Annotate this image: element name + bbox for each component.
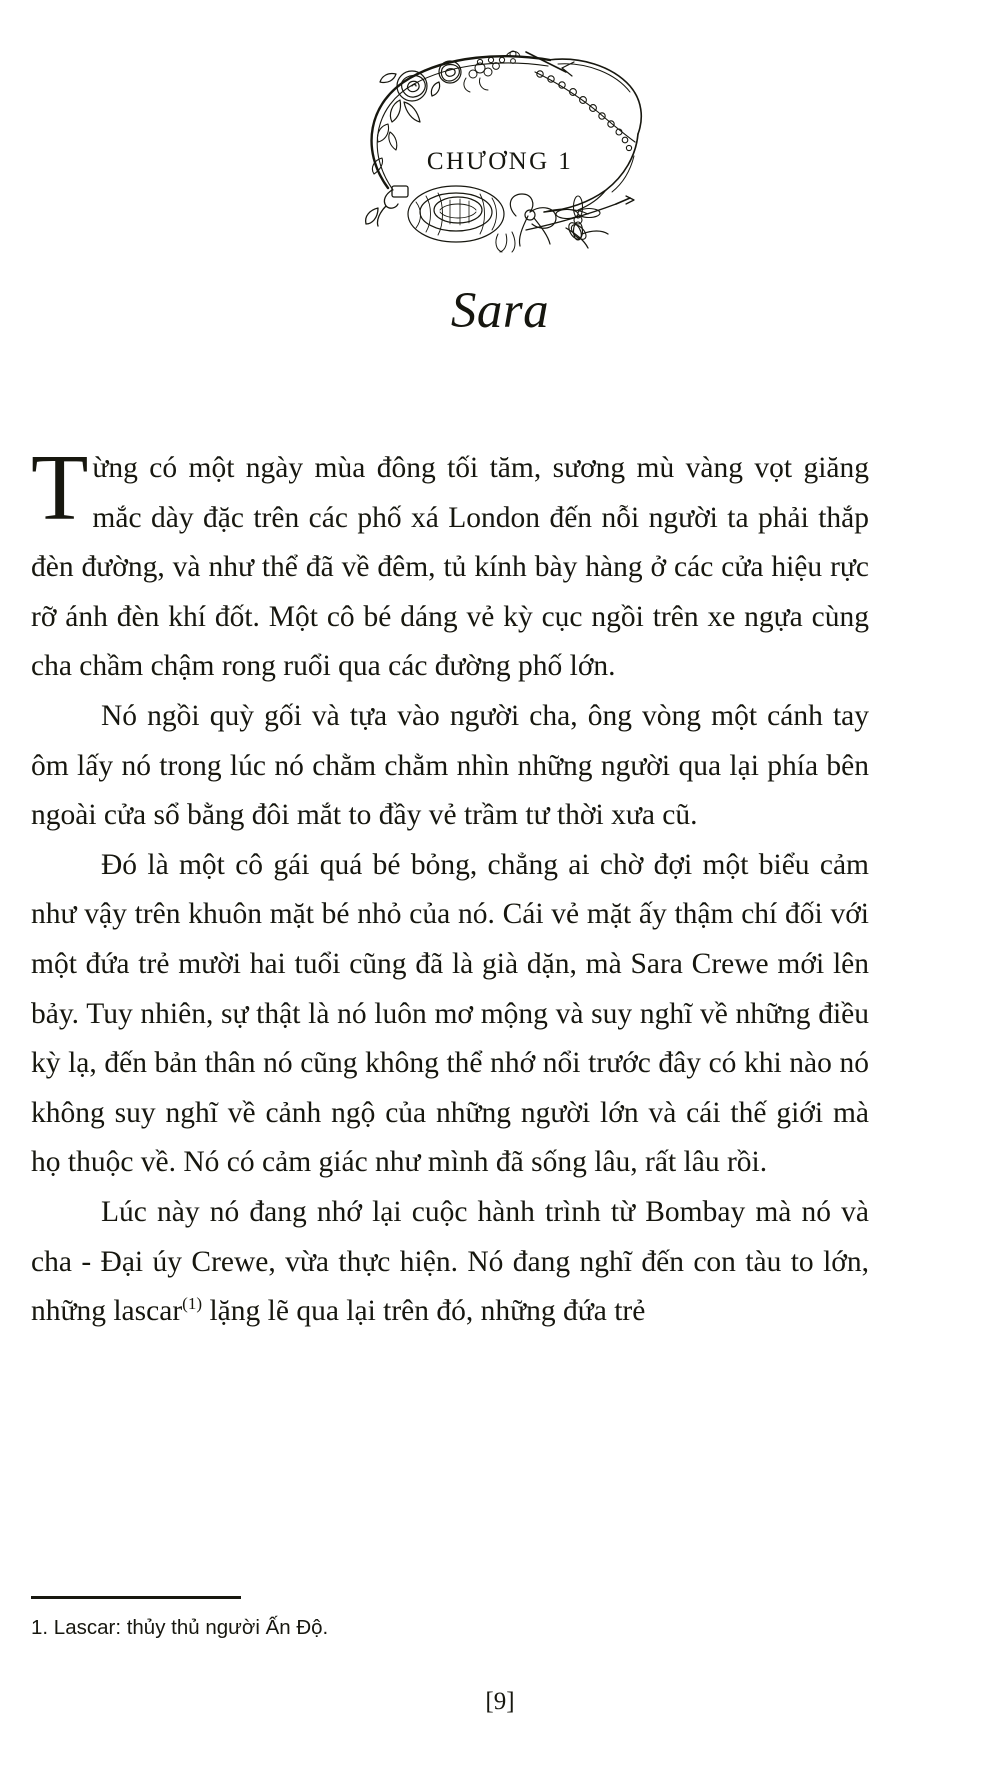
chapter-title: Sara (450, 283, 550, 339)
paragraph-2: Nó ngồi quỳ gối và tựa vào người cha, ông vòng một cánh tay ôm lấy nó trong lúc nó chằm chằm nhìn những người qua lại phía bên ngoài cửa sổ bằng đôi mắt to đầy vẻ trầm tư thời xưa cũ. (31, 699, 869, 832)
paragraph-3: Đó là một cô gái quá bé bỏng, chẳng ai chờ đợi một biểu cảm như vậy trên khuôn mặt bé nhỏ của nó. Cái vẻ mặt ấy thậm chí đối với một đứa trẻ mười hai tuổi cũng đã là già dặn, mà Sara Crewe mới lên bảy. Tuy nhiên, sự thật là nó luôn mơ mộng và suy nghĩ về những điều kỳ lạ, đến bản thân nó cũng không thể nhớ nổi trước đây có khi nào nó không suy nghĩ về cảnh ngộ của những người lớn và cái thế giới mà họ thuộc về. Nó có cảm giác như mình đã sống lâu, rất lâu rồi. (31, 848, 869, 1179)
footnote-reference-1[interactable]: (1) (182, 1294, 203, 1314)
footnote-text-1: 1. Lascar: thủy thủ người Ấn Độ. (31, 1616, 329, 1639)
page-number: [9] (485, 1688, 515, 1715)
paragraph-1: Từng có một ngày mùa đông tối tăm, sương mù vàng vọt giăng mắc dày đặc trên các phố xá London đến nỗi người ta phải thắp đèn đường, và như thể đã về đêm, tủ kính bày hàng ở các cửa hiệu rực rỡ ánh đèn khí đốt. Một cô bé dáng vẻ kỳ cục ngồi trên xe ngựa cùng cha chầm chậm rong ruổi qua các đường phố lớn. (31, 436, 869, 683)
chapter-label: CHƯƠNG 1 (426, 148, 574, 175)
paragraph-4 (31, 1188, 869, 1337)
body-text-column (31, 436, 869, 1337)
footnote-separator-rule (31, 1596, 241, 1599)
chapter-ornament (0, 38, 1000, 253)
footnote-area (31, 1596, 869, 1641)
floral-wreath-ornament (330, 38, 670, 253)
paragraph-4-text-before-footnote: Lúc này nó đang nhớ lại cuộc hành trình từ Bombay mà nó và cha - Đại úy Crewe, vừa thực hiện. Nó đang nghĩ đến con tàu to lớn, những lascar (31, 1195, 869, 1328)
paragraph-4-text-after-footnote: lặng lẽ qua lại trên đó, những đứa trẻ (202, 1295, 646, 1328)
